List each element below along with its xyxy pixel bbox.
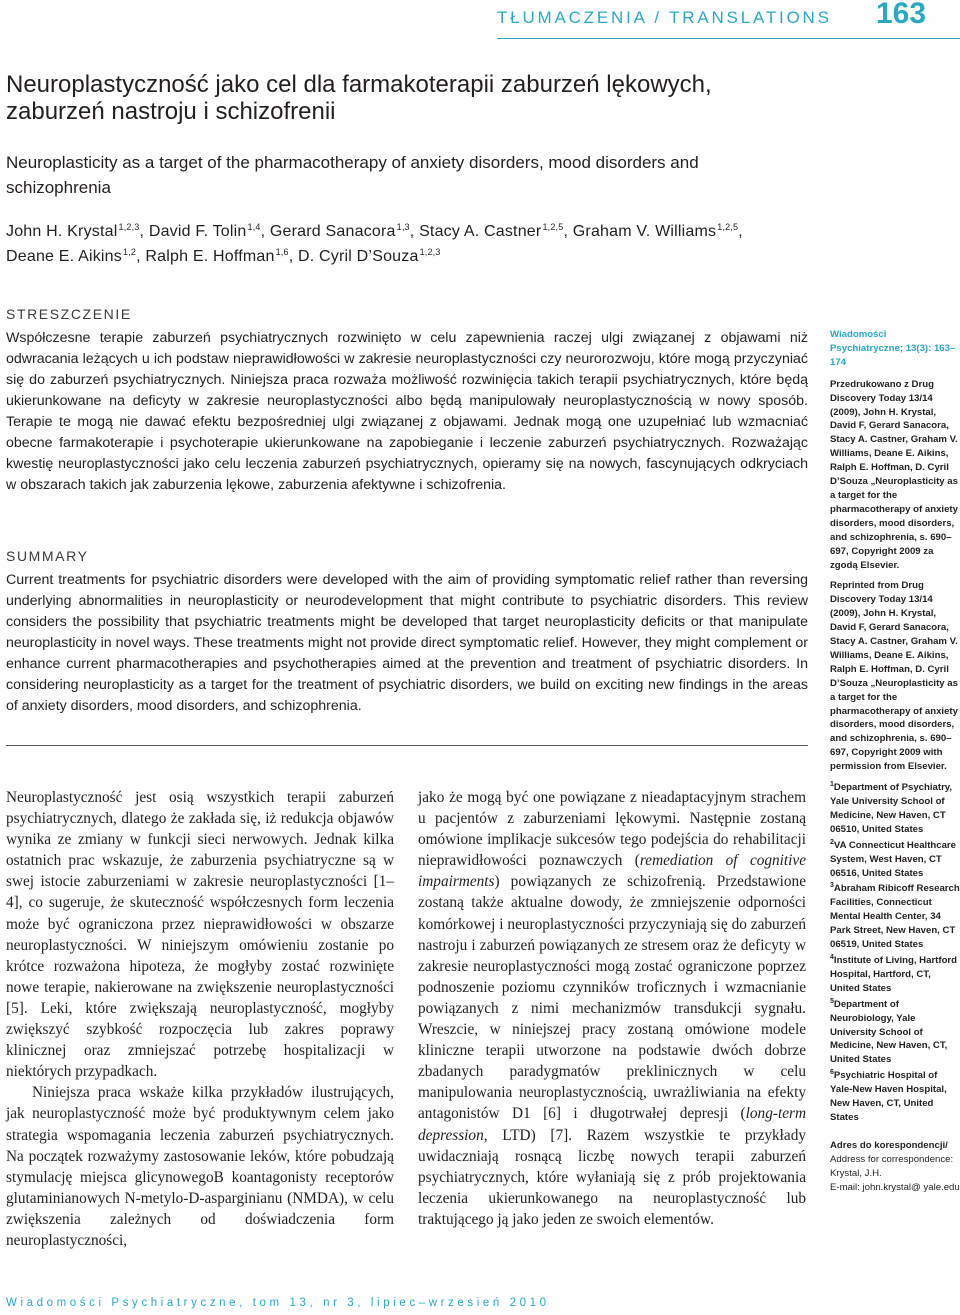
affiliation-text: Department of Neurobiology, Yale University School of Medicine, New Haven, CT, United States <box>830 998 948 1066</box>
author-name: Graham V. Williams <box>572 223 717 240</box>
abstract-english-text: Current treatments for psychiatric disorders were developed with the aim of providing symptomatic relief rather than reversing underlying abnormalities in neuroplasticity or neurodevelopment that might contribute to psychiatric disorders. This review considers the possibility that psychiatric treatments might be developed that target neuroplasticity deficits or that manipulate neuroplasticity in novel ways. These treatments might not provide direct symptomatic relief. However, they might complement or enhance current pharmacotherapies and psychotherapies aimed at the prevention and treatment of psychiatric disorders. In considering neuroplasticity as a target for the treatment of psychiatric disorders, we build on exciting new findings in the areas of anxiety disorders, mood disorders, and schizophrenia. <box>6 572 808 714</box>
affiliation-number: 6 <box>830 1069 834 1077</box>
body-text-italic: remediation of cognitive impairments <box>418 852 807 891</box>
body-text: , LTD) [7]. Razem wszystkie te przykłady uwidaczniają rosnącą liczbę nowych terapii zaburzeń psychiatrycznych, które wyłaniają się z prób projektowania leczenia ukierunkowanego na neuroplastyczność lub traktującego ją jako jeden ze swoich elementów. <box>418 1126 806 1228</box>
affiliation-text: Department of Psychiatry, Yale University School of Medicine, New Haven, CT 06510, United States <box>830 782 953 835</box>
abstract-polish-heading: STRESZCZENIE <box>6 306 132 322</box>
affiliation-number: 5 <box>830 997 834 1005</box>
body-paragraph <box>418 787 806 1230</box>
abstract-polish-text: Współczesne terapie zaburzeń psychiatrycznych rozwinięto w celu zapewnienia raczej ulgi związanej z objawami niż odwracania leżących u ich podstaw nieprawidłowości w zakresie neuroplastyczności czy neurorozwoju, które mogą przyczyniać się do zaburzeń psychiatrycznych. Niniejsza praca rozważa możliwość rozwinięcia takich terapii psychiatrycznych, które będą ukierunkowane na deficyty w zakresie neuroplastyczności albo będą manipulowały neuroplastycznością w nowy sposób. Terapie te mogą nie dawać efektu bezpośredniej ulgi związanej z objawami. Jednak mogą one uzupełniać lub wzmacniać obecne farmakoterapie i psychoterapie ukierunkowane na zapobieganie i leczenie zaburzeń psychiatrycznych. Rozważając kwestię neuroplastyczności jako celu leczenia zaburzeń psychiatrycznych, opieramy się na nowych, fascynujących odkryciach w obszarach takich jak zaburzenia lękowe, zaburzenia afektywne i schizofrenia. <box>6 330 808 493</box>
abstract-english-heading: SUMMARY <box>6 548 89 564</box>
article-title-english: Neuroplasticity as a target of the pharmacotherapy of anxiety disorders, mood disorders and schizophrenia <box>6 153 699 197</box>
author-affiliation-sup: 1,6 <box>275 247 289 257</box>
author-affiliation-sup: 1,2 <box>122 247 137 257</box>
body-column-right <box>418 787 806 1230</box>
affiliation-number: 2 <box>830 838 834 846</box>
article-title-polish: Neuroplastyczność jako cel dla farmakoterapii zaburzeń lękowych, zaburzeń nastroju i schizofrenii <box>6 71 712 125</box>
author-affiliation-sup: 1,3 <box>396 222 410 232</box>
author-name: Stacy A. Castner <box>419 223 542 240</box>
correspondence-email: E-mail: john.krystal@ yale.edu <box>830 1181 960 1193</box>
body-text-italic: long-term depression <box>418 1105 806 1144</box>
header-rule <box>497 38 960 39</box>
author-name: David F. Tolin <box>148 223 247 240</box>
affiliation-text: Institute of Living, Hartford Hospital, Hartford, CT, United States <box>830 954 958 994</box>
author-name: Gerard Sanacora <box>269 223 396 240</box>
affiliation <box>830 882 960 952</box>
correspondence-label-english: Address for correspondence: <box>830 1153 954 1165</box>
reprint-note-english: Reprinted from Drug Discovery Today 13/14 (2009), John H. Krystal, David F, Gerard Sanacora, Stacy A. Castner, Graham V. Williams, Deane E. Aikins, Ralph E. Hoffman, D. Cyril D’Souza „Neuroplasticity as a target for the pharmacotherapy of anxiety disorders, mood disorders, and schizophrenia, s. 690–697, Copyright 2009 with permission from Elsevier. <box>830 580 958 773</box>
correspondence <box>830 1139 960 1195</box>
journal-footer: Wiadomości Psychiatryczne, tom 13, nr 3, lipiec–wrzesień 2010 <box>6 1297 550 1309</box>
affiliation-number: 1 <box>830 781 834 789</box>
sidebar <box>830 328 960 1194</box>
affiliation <box>830 1069 960 1125</box>
author-name: Ralph E. Hoffman <box>145 248 275 265</box>
affiliation <box>830 954 960 996</box>
author-name: Deane E. Aikins <box>6 248 122 265</box>
author-name: John H. Krystal <box>6 223 118 240</box>
affiliation <box>830 781 960 837</box>
affiliation-number: 3 <box>830 882 834 890</box>
correspondence-name: Krystal, J.H. <box>830 1167 882 1179</box>
page-number: 163 <box>876 0 927 30</box>
author-affiliation-sup: 1,2,5 <box>542 222 564 232</box>
affiliation <box>830 839 960 881</box>
author-affiliation-sup: 1,2,3 <box>118 222 140 232</box>
author-affiliation-sup: 1,2,5 <box>717 222 739 232</box>
affiliation-text: VA Connecticut Healthcare System, West Haven, CT 06516, United States <box>830 839 956 879</box>
affiliation <box>830 998 960 1068</box>
author-affiliation-sup: 1,2,3 <box>419 247 441 257</box>
section-divider <box>6 745 808 746</box>
reprint-note-polish: Przedrukowano z Drug Discovery Today 13/14 (2009), John H. Krystal, David F, Gerard Sanacora, Stacy A. Castner, Graham V. Williams, Deane E. Aikins, Ralph E. Hoffman, D. Cyril D’Souza „Neuroplasticity as a target for the pharmacotherapy of anxiety disorders, mood disorders, and schizophrenia, s. 690–697, Copyright 2009 za zgodą Elsevier. <box>830 378 958 571</box>
body-paragraph: Neuroplastyczność jest osią wszystkich terapii zaburzeń psychiatrycznych, dlatego że zakłada się, iż redukcja objawów wynika ze zmiany w funkcji sieci nerwowych. Jednak kilka ostatnich prac wskazuje, że zaburzenia psychiatryczne są w swej istocie zaburzeniami w zakresie neuroplastyczności [1–4], co sugeruje, że skuteczność współczesnych form leczenia może być ograniczona przez nieprawidłowości w obszarze neuroplastyczności. W niniejszym omówieniu zostanie po krótce rozważona hipoteza, że mogłyby zostać rozwinięte nowe terapie, nakierowane na zwiększenie neuroplastyczności [5]. Leki, które zwiększają neuroplastyczność, mogłyby zwiększyć szybkość rozpoczęcia lub zakres poprawy klinicznej oraz zmniejszać potrzebę hospitalizacji w niektórych przypadkach. <box>6 789 394 1081</box>
affiliation-number: 4 <box>830 953 834 961</box>
author-affiliation-sup: 1,4 <box>247 222 261 232</box>
correspondence-label: Adres do korespondencji/ <box>830 1139 948 1151</box>
author-list: John H. Krystal$^{1,2,3}$, David F. Tolin$^{1,4}$, Gerard Sanacora$^{1,3}$, Stacy A. Castner$^{1,2,5}$, Graham V. Williams$^{1,2,5}$, Deane E. Aikins$^{1,2}$, Ralph E. Hoffman$^{1,6}$, D. Cyril D’Souza$^{1,2,3}$ <box>6 222 743 265</box>
body-text: ) powiązanych ze schizofrenią. Przedstawione zostaną także aktualne dowody, że zmniejszenie odporności komórkowej i neuroplastyczności przyczyniają się do zaburzeń nastroju i zaburzeń powiązanych ze stresem oraz że deficyty w zakresie neuroplastyczności mogą zostać ograniczone poprzez podnoszenie poziomu czynników troficznych i wzmacnianie powiązanych z nimi mechanizmów transdukcji sygnału. Wreszcie, w niniejszej pracy zostaną omówione modele kliniczne terapii utworzone na podstawie dwóch dobrze zbadanych paradygmatów preklinicznych w celu manipulowania neuroplastycznością, uwrażliwiania na efekty antagonistów D1 [6] i długotrwałej depresji ( <box>418 873 806 1123</box>
author-name: D. Cyril D’Souza <box>298 248 419 265</box>
body-column-left <box>6 787 394 1251</box>
section-header: TŁUMACZENIA / TRANSLATIONS <box>497 8 832 27</box>
affiliation-text: Psychiatric Hospital of Yale-New Haven Hospital, New Haven, CT, United States <box>830 1070 947 1123</box>
body-paragraph: Niniejsza praca wskaże kilka przykładów ilustrujących, jak neuroplastyczność może być produktywnym celem jako strategia wspomagania leczenia zaburzeń psychiatrycznych. Na początek rozważymy zastosowanie leków, które pobudzają stymulację miejsca glicynowegoB koantagonisty receptorów glutaminianowych N-metylo-D-asparginianu (NMDA), w celu zwiększenia zależnych od doświadczenia form neuroplastyczności, <box>6 1084 394 1249</box>
affiliation-text: Abraham Ribicoff Research Facilities, Connecticut Mental Health Center, 34 Park Street, New Haven, CT 06519, United States <box>830 883 960 951</box>
journal-citation: Wiadomości Psychiatryczne; 13(3): 163–174 <box>830 329 956 368</box>
body-text: jako że mogą być one powiązane z nieadaptacyjnym strachem u pacjentów z zaburzeniami lękowymi. Następnie zostaną omówione implikacje sukcesów tego podejścia do rehabilitacji nieprawidłowości poznawczych ( <box>418 789 806 870</box>
